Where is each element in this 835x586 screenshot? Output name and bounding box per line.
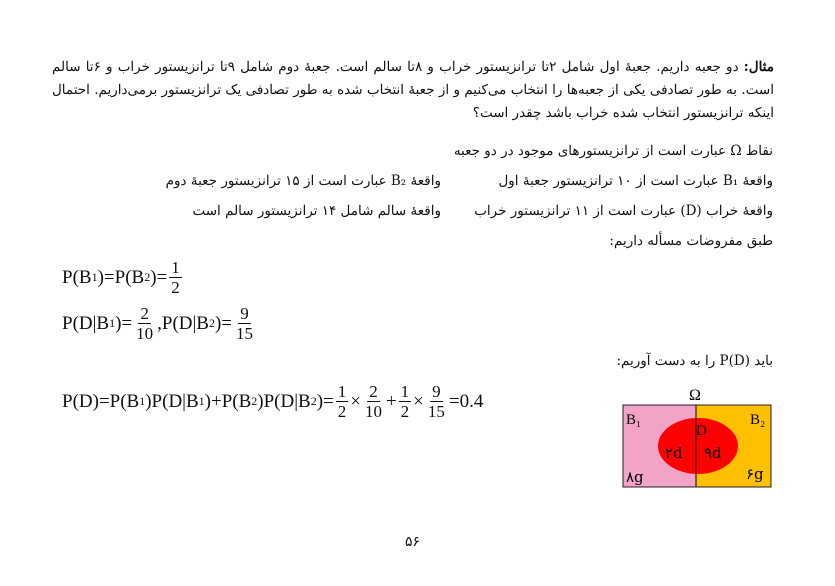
right-d-count: ۹d [704,444,722,462]
d-definition: واقعهٔ خراب (D) عبارت است از ۱۱ ترانزیستور خراب [474,203,773,219]
d-label: D [696,423,707,439]
example-body: دو جعبه داریم. جعبهٔ اول شامل ۲تا ترانزیستور خراب و ۸تا سالم است. جعبهٔ دوم شامل ۹تا ترانزیستور خراب و ۶تا سالم است. به طور تصادفی یکی از جعبه‌ها را انتخاب می‌کنیم و از جعبهٔ انتخاب شده به طور تصادفی یک ترانزیستور برمی‌داریم. احتمال اینکه ترانزیستور انتخاب شده خراب باشد چقدر است؟ [52,59,774,121]
assumptions-label: طبق مفروضات مسأله داریم: [609,233,773,249]
b1-definition: واقعهٔ B₁ عبارت است از ۱۰ ترانزیستور جعبهٔ اول [498,173,773,189]
example-label: مثال: [743,59,774,75]
right-g-count: ۶g [746,465,764,483]
example-paragraph [52,56,774,125]
omega-label: Ω [689,387,701,404]
venn-diagram [612,384,792,494]
fraction: $\frac{1}{2}$ [171,258,180,297]
left-g-count: ۸g [626,468,644,486]
find-label: باید P(D) را به دست آوریم: [616,353,773,369]
left-d-count: ۲d [665,444,683,462]
equation-prior: P(B 1 )=P(B 2 )= $\frac{1}{2}$ [62,258,180,297]
equation-total-probability: P(D)=P(B 1 )P(D|B 1 )+P(B 2 )P(D|B 2 )= $\frac{1}{2}$ × $\frac{2}{10}$ + $\frac{1}{2}$ × $\frac{9}{15}$ = 0.4 [62,382,484,421]
equation-conditional: P(D|B 1 )= $\frac{2}{10}$ ,P(D|B 2 )= $\frac{9}{15}$ [62,304,254,343]
page-number: ۵۶ [405,534,421,550]
b2-label: B₂ [750,412,766,428]
healthy-definition: واقعهٔ سالم شامل ۱۴ ترانزیستور سالم است [192,203,441,219]
b2-definition: واقعهٔ B₂ عبارت است از ۱۵ ترانزیستور جعبهٔ دوم [165,173,441,189]
b1-label: B₁ [626,412,642,428]
omega-definition: نقاط Ω عبارت است از ترانزیستورهای موجود در دو جعبه [453,143,773,159]
